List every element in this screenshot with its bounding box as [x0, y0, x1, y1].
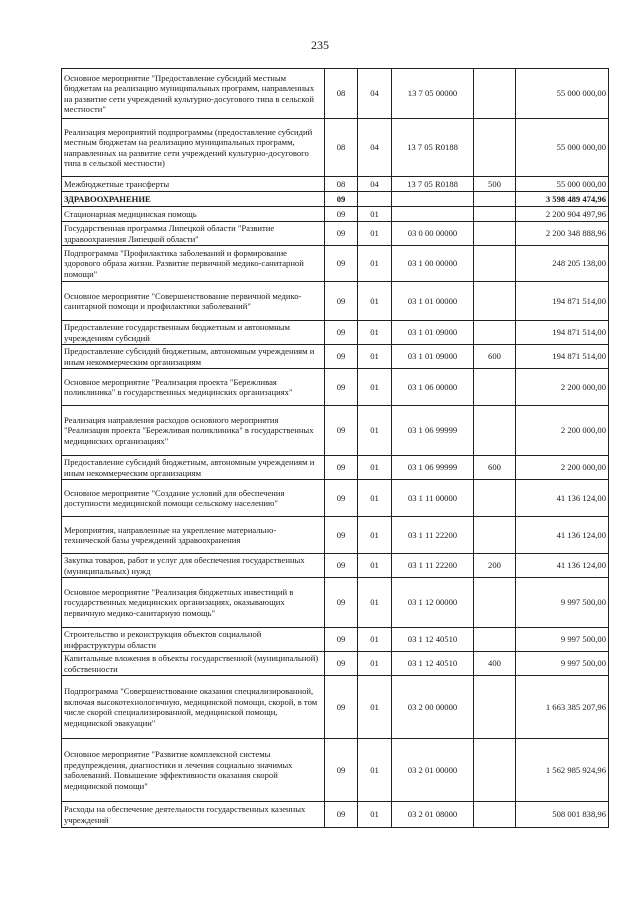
row-csr: 13 7 05 R0188	[392, 177, 474, 192]
row-rz: 09	[325, 676, 358, 739]
row-rz: 09	[325, 321, 358, 345]
row-csr: 03 1 11 00000	[392, 480, 474, 517]
row-pr: 01	[358, 207, 392, 222]
row-rz: 09	[325, 480, 358, 517]
row-vr: 400	[474, 652, 516, 676]
row-name: ЗДРАВООХРАНЕНИЕ	[62, 192, 325, 207]
row-csr: 03 1 06 00000	[392, 369, 474, 406]
row-rz: 09	[325, 246, 358, 282]
row-sum: 248 205 138,00	[516, 246, 609, 282]
row-pr: 01	[358, 554, 392, 578]
row-sum: 41 136 124,00	[516, 554, 609, 578]
table-row	[62, 652, 609, 676]
row-csr: 03 1 01 09000	[392, 345, 474, 369]
row-name: Расходы на обеспечение деятельности государственных казенных учреждений	[62, 802, 325, 828]
row-rz: 09	[325, 802, 358, 828]
row-vr	[474, 676, 516, 739]
row-sum: 9 997 500,00	[516, 628, 609, 652]
row-name: Основное мероприятие "Предоставление субсидий местным бюджетам на реализацию муниципальных программ, направленных на развитие сети учреждений культурно-досугового типа в сельской местности"	[62, 69, 325, 119]
row-csr: 03 1 06 99999	[392, 456, 474, 480]
row-name: Предоставление субсидий бюджетным, автономным учреждениям и иным некоммерческим организациям	[62, 456, 325, 480]
row-rz: 09	[325, 554, 358, 578]
row-sum: 55 000 000,00	[516, 69, 609, 119]
row-name: Мероприятия, направленные на укрепление материально-технической базы учреждений здравоохранения	[62, 517, 325, 554]
page-number: 235	[311, 38, 329, 52]
row-name: Стационарная медицинская помощь	[62, 207, 325, 222]
row-name: Подпрограмма "Совершенствование оказания специализированной, включая высокотехнологичную, медицинской помощи, скорой, в том числе скорой специализированной, медицинской помощи, медицинской эвакуации"	[62, 676, 325, 739]
row-vr	[474, 119, 516, 177]
table-row	[62, 69, 609, 119]
row-pr: 01	[358, 321, 392, 345]
row-vr	[474, 369, 516, 406]
table-row	[62, 480, 609, 517]
row-rz: 09	[325, 207, 358, 222]
row-csr: 03 1 01 00000	[392, 282, 474, 321]
row-vr	[474, 628, 516, 652]
row-pr: 04	[358, 119, 392, 177]
row-rz: 08	[325, 69, 358, 119]
table-row	[62, 119, 609, 177]
row-name: Основное мероприятие "Реализация проекта "Бережливая поликлиника" в государственных медицинских организациях"	[62, 369, 325, 406]
row-rz: 09	[325, 739, 358, 802]
row-pr: 01	[358, 246, 392, 282]
row-rz: 09	[325, 628, 358, 652]
row-name: Капитальные вложения в объекты государственной (муниципальной) собственности	[62, 652, 325, 676]
row-rz: 09	[325, 578, 358, 628]
row-csr: 03 1 01 09000	[392, 321, 474, 345]
row-vr	[474, 739, 516, 802]
row-vr	[474, 321, 516, 345]
table-row	[62, 369, 609, 406]
row-name: Закупка товаров, работ и услуг для обеспечения государственных (муниципальных) нужд	[62, 554, 325, 578]
row-csr: 03 2 01 08000	[392, 802, 474, 828]
row-sum: 1 562 985 924,96	[516, 739, 609, 802]
row-vr: 200	[474, 554, 516, 578]
table-row	[62, 192, 609, 207]
table-row	[62, 207, 609, 222]
row-sum: 2 200 000,00	[516, 456, 609, 480]
row-sum: 194 871 514,00	[516, 282, 609, 321]
table-row	[62, 177, 609, 192]
row-rz: 09	[325, 282, 358, 321]
row-rz: 09	[325, 652, 358, 676]
row-rz: 09	[325, 517, 358, 554]
row-rz: 08	[325, 177, 358, 192]
row-pr: 01	[358, 369, 392, 406]
row-sum: 2 200 348 888,96	[516, 222, 609, 246]
row-csr: 03 1 06 99999	[392, 406, 474, 456]
row-pr: 01	[358, 406, 392, 456]
row-vr	[474, 517, 516, 554]
row-pr: 01	[358, 456, 392, 480]
row-rz: 09	[325, 456, 358, 480]
row-vr: 600	[474, 456, 516, 480]
row-sum: 41 136 124,00	[516, 517, 609, 554]
row-name: Государственная программа Липецкой области "Развитие здравоохранения Липецкой области"	[62, 222, 325, 246]
row-vr	[474, 406, 516, 456]
row-rz: 08	[325, 119, 358, 177]
row-sum: 9 997 500,00	[516, 652, 609, 676]
row-sum: 2 200 000,00	[516, 406, 609, 456]
row-name: Подпрограмма "Профилактика заболеваний и формирование здорового образа жизни. Развитие первичной медико-санитарной помощи"	[62, 246, 325, 282]
row-csr: 03 2 00 00000	[392, 676, 474, 739]
row-pr: 01	[358, 802, 392, 828]
table-row	[62, 246, 609, 282]
row-vr	[474, 246, 516, 282]
row-csr	[392, 207, 474, 222]
row-sum: 2 200 000,00	[516, 369, 609, 406]
row-name: Основное мероприятие "Создание условий для обеспечения доступности медицинской помощи сельскому населению"	[62, 480, 325, 517]
row-rz: 09	[325, 406, 358, 456]
row-sum: 9 997 500,00	[516, 578, 609, 628]
row-name: Предоставление государственным бюджетным и автономным учреждениям субсидий	[62, 321, 325, 345]
row-pr: 01	[358, 480, 392, 517]
row-vr	[474, 69, 516, 119]
row-vr	[474, 802, 516, 828]
row-sum: 508 001 838,96	[516, 802, 609, 828]
row-vr	[474, 222, 516, 246]
row-pr: 01	[358, 628, 392, 652]
row-vr	[474, 578, 516, 628]
row-vr: 500	[474, 177, 516, 192]
row-sum: 1 663 385 207,96	[516, 676, 609, 739]
row-csr: 13 7 05 R0188	[392, 119, 474, 177]
row-name: Реализация направления расходов основного мероприятия "Реализация проекта "Бережливая поликлиника" в государственных медицинских организациях"	[62, 406, 325, 456]
row-sum: 41 136 124,00	[516, 480, 609, 517]
table-row	[62, 802, 609, 828]
table-row	[62, 676, 609, 739]
row-rz: 09	[325, 222, 358, 246]
row-name: Основное мероприятие "Совершенствование первичной медико-санитарной помощи и профилактики заболеваний"	[62, 282, 325, 321]
table-row	[62, 222, 609, 246]
row-sum: 194 871 514,00	[516, 345, 609, 369]
budget-table	[61, 68, 609, 828]
row-rz: 09	[325, 345, 358, 369]
row-pr: 01	[358, 282, 392, 321]
row-name: Реализация мероприятий подпрограммы (предоставление субсидий местным бюджетам на реализацию муниципальных программ, направленных на развитие сети учреждений культурно-досугового типа в сельской местности)	[62, 119, 325, 177]
row-name: Основное мероприятие "Развитие комплексной системы предупреждения, диагностики и лечения социально значимых заболеваний. Повышение эффективности оказания скорой медицинской помощи"	[62, 739, 325, 802]
table-row	[62, 517, 609, 554]
row-rz: 09	[325, 192, 358, 207]
row-csr: 03 1 12 40510	[392, 628, 474, 652]
table-row	[62, 456, 609, 480]
row-vr	[474, 207, 516, 222]
row-pr: 04	[358, 69, 392, 119]
row-sum: 55 000 000,00	[516, 177, 609, 192]
row-vr	[474, 480, 516, 517]
row-csr: 03 1 00 00000	[392, 246, 474, 282]
row-sum: 3 598 489 474,96	[516, 192, 609, 207]
row-pr: 01	[358, 676, 392, 739]
table-row	[62, 578, 609, 628]
row-csr: 03 0 00 00000	[392, 222, 474, 246]
row-pr: 01	[358, 739, 392, 802]
row-csr: 13 7 05 00000	[392, 69, 474, 119]
row-name: Межбюджетные трансферты	[62, 177, 325, 192]
row-name: Предоставление субсидий бюджетным, автономным учреждениям и иным некоммерческим организациям	[62, 345, 325, 369]
row-sum: 55 000 000,00	[516, 119, 609, 177]
row-name: Основное мероприятие "Реализация бюджетных инвестиций в государственных медицинских организациях, оказывающих первичную медико-санитарную помощь"	[62, 578, 325, 628]
row-csr: 03 2 01 00000	[392, 739, 474, 802]
row-csr: 03 1 11 22200	[392, 554, 474, 578]
row-vr	[474, 282, 516, 321]
table-row	[62, 345, 609, 369]
table-row	[62, 628, 609, 652]
row-pr: 01	[358, 345, 392, 369]
row-csr: 03 1 12 00000	[392, 578, 474, 628]
table-row	[62, 321, 609, 345]
row-name: Строительство и реконструкция объектов социальной инфраструктуры области	[62, 628, 325, 652]
row-sum: 2 200 904 497,96	[516, 207, 609, 222]
row-pr: 01	[358, 517, 392, 554]
row-pr: 04	[358, 177, 392, 192]
row-pr: 01	[358, 652, 392, 676]
row-vr	[474, 192, 516, 207]
row-csr: 03 1 11 22200	[392, 517, 474, 554]
row-pr: 01	[358, 222, 392, 246]
row-pr: 01	[358, 578, 392, 628]
table-row	[62, 282, 609, 321]
row-csr	[392, 192, 474, 207]
row-sum: 194 871 514,00	[516, 321, 609, 345]
table-row	[62, 406, 609, 456]
row-rz: 09	[325, 369, 358, 406]
row-pr	[358, 192, 392, 207]
table-row	[62, 554, 609, 578]
row-csr: 03 1 12 40510	[392, 652, 474, 676]
table-row	[62, 739, 609, 802]
row-vr: 600	[474, 345, 516, 369]
